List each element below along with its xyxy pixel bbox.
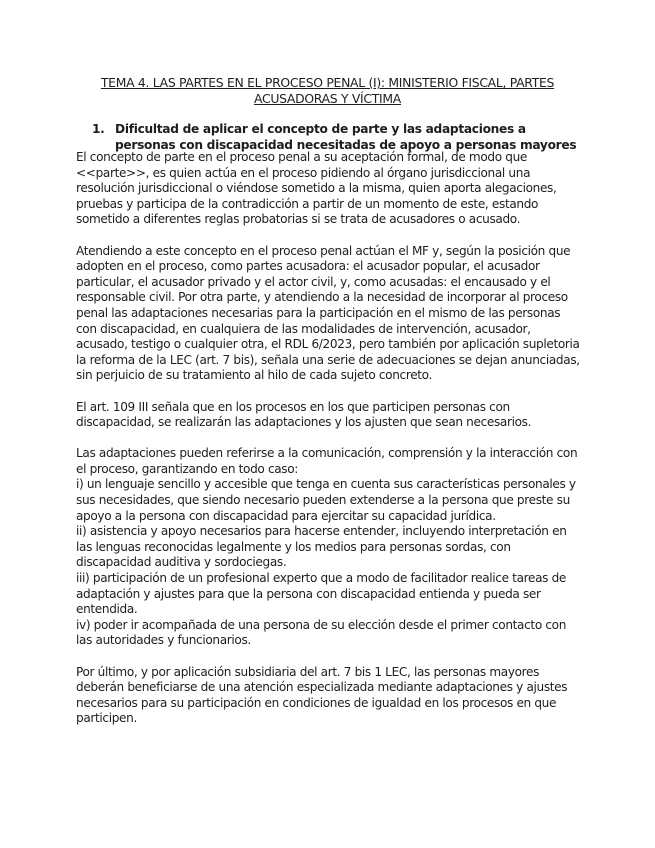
document-title: TEMA 4. LAS PARTES EN EL PROCESO PENAL (I): MINISTERIO FISCAL, PARTES ACUSADORAS Y VÍCTIMA (100, 75, 555, 106)
list-item-ii: ii) asistencia y apoyo necesarios para hacerse entender, incluyendo interpretación en las lenguas reconocidas legalmente y los medios para personas sordas, con discapacidad auditiva y sordociegas. (76, 524, 567, 570)
section-heading-text: Dificultad de aplicar el concepto de parte y las adaptaciones a personas con discapacidad necesitadas de apoyo a personas mayores (115, 122, 577, 152)
document-body (76, 150, 581, 743)
list-item-i: i) un lenguaje sencillo y accesible que tenga en cuenta sus características personales y sus necesidades, que siendo necesario pueden extenderse a la persona que preste su apoyo a la persona con discapacidad para ejercitar su capacidad jurídica. (76, 477, 576, 523)
section-number: 1. (92, 122, 105, 136)
paragraph-line: El art. 109 III señala que en los procesos en los que participen personas con discapacidad, se realizarán las adaptaciones y los ajusten que sean necesarios. (76, 399, 532, 430)
section-heading (92, 122, 582, 153)
paragraph-adaptaciones (76, 446, 581, 649)
paragraph-partes-acusadoras (76, 244, 581, 384)
paragraph-intro-line: Las adaptaciones pueden referirse a la comunicación, comprensión y la interacción con el proceso, garantizando en todo caso: (76, 446, 578, 476)
paragraph-line: Por último, y por aplicación subsidiaria del art. 7 bis 1 LEC, las personas mayores deberán beneficiarse de una atención especializada mediante adaptaciones y ajustes necesarios para su participación en condiciones de igualdad en los procesos en que participen. (76, 664, 568, 726)
paragraph-personas-mayores (76, 665, 581, 727)
paragraph-line: Atendiendo a este concepto en el proceso penal actúan el MF y, según la posición que adopten en el proceso, como partes acusadora: el acusador popular, el acusador particular, el acusador privado y el actor civil, y, como acusadas: el encausado y el responsable civil. Por otra parte, y atendiendo a la necesidad de incorporar al proceso penal las adaptaciones necesarias para la participación en el mismo de las personas con discapacidad, en cualquiera de las modalidades de intervención, acusador, acusado, testigo o cualquier otra, el RDL 6/2023, pero también por aplicación supletoria la reforma de la LEC (art. 7 bis), señala una serie de adecuaciones se dejan anunciadas, sin perjuicio de su tratamiento al hilo de cada sujeto concreto. (76, 243, 580, 383)
paragraph-concepto-de-parte (76, 150, 581, 228)
list-item-iii: iii) participación de un profesional experto que a modo de facilitador realice tareas de adaptación y ajustes para que la persona con discapacidad entienda y pueda ser entendida. (76, 571, 567, 617)
paragraph-art-109 (76, 400, 581, 431)
list-item-iv: iv) poder ir acompañada de una persona de su elección desde el primer contacto con las autoridades y funcionarios. (76, 617, 567, 648)
paragraph-line: El concepto de parte en el proceso penal a su aceptación formal, de modo que <<parte>>, es quien actúa en el proceso pidiendo al órgano jurisdiccional una resolución jurisdiccional o viéndose sometido a la misma, quien aporta alegaciones, pruebas y participa de la contradicción a partir de un momento de este, estando sometido a diferentes reglas probatorias si se trata de acusadores o acusado. (76, 150, 557, 227)
